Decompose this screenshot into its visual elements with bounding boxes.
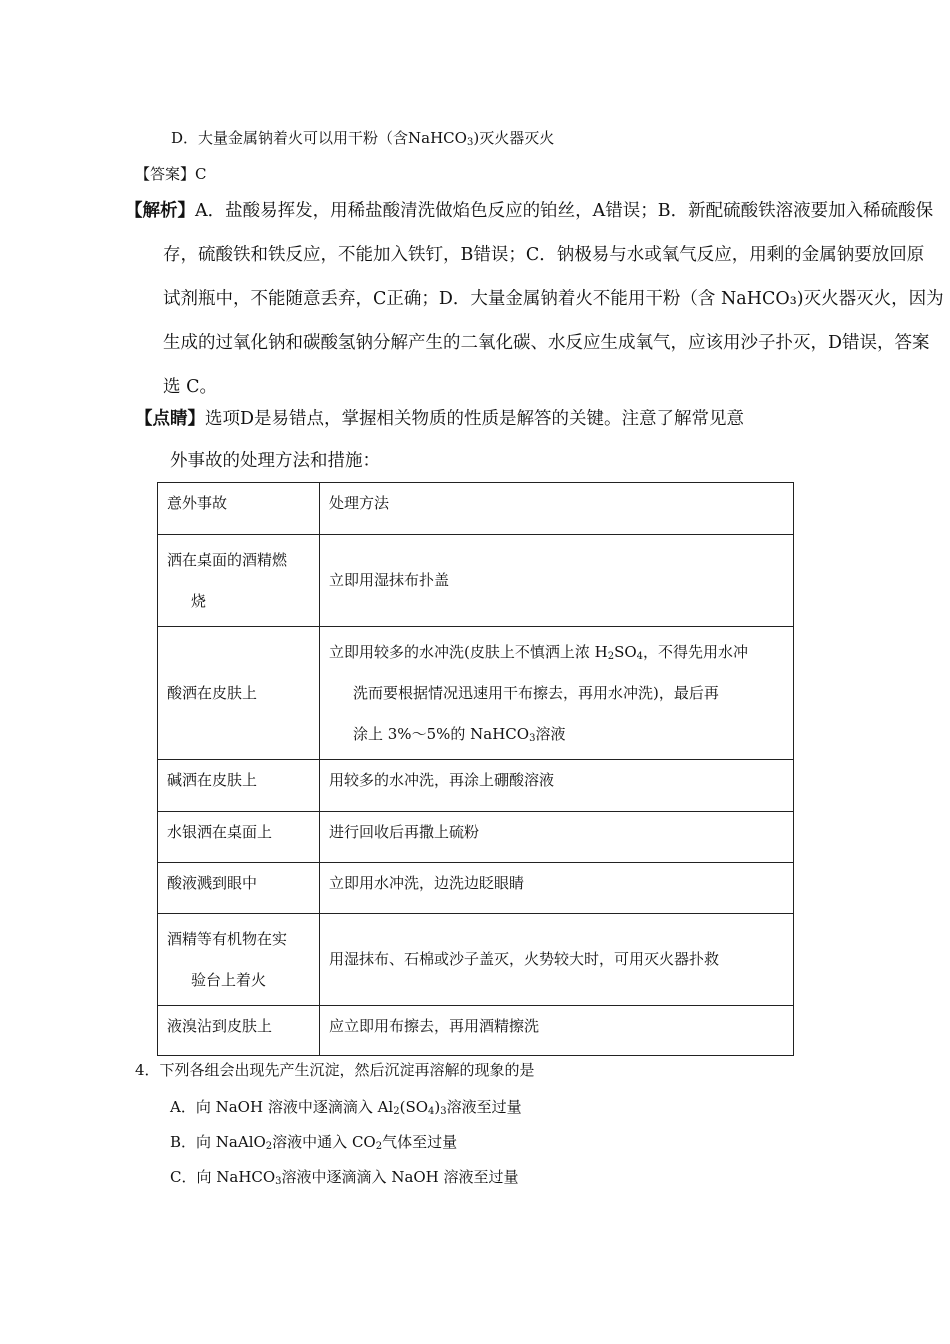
method-cell: 立即用湿抹布扑盖 [320, 535, 794, 627]
analysis-line-4: 生成的过氧化钠和碳酸氢钠分解产生的二氧化碳、水反应生成氧气，应该用沙子扑灭，D错误，答案 [163, 333, 930, 353]
header-accident: 意外事故 [158, 483, 320, 535]
answer-line [135, 163, 207, 184]
question-4-option-c: C．向 NaHCO$_3$溶液中逐滴滴入 NaOH 溶液至过量 [170, 1168, 519, 1187]
table-row [158, 863, 794, 914]
analysis-line-2: 存，硫酸铁和铁反应，不能加入铁钉，B错误；C．钠极易与水或氧气反应，用剩的金属钠要放回原 [163, 245, 925, 265]
method-cell: 用较多的水冲洗，再涂上硼酸溶液 [320, 760, 794, 812]
question-4-stem: 4．下列各组会出现先产生沉淀，然后沉淀再溶解的现象的是 [135, 1061, 535, 1079]
tip-label: 【点睛】 [135, 409, 205, 429]
accident-text-cont: 验台上着火 [191, 970, 267, 989]
analysis-line-3: 试剂瓶中，不能随意丢弃，C正确；D．大量金属钠着火不能用干粉（含 NaHCO₃)灭火器灭火，因为 [163, 289, 944, 309]
accident-cell [158, 535, 320, 627]
tip-line-1 [135, 405, 744, 430]
answer-label: 【答案】 [135, 165, 196, 183]
question-4-option-a: A．向 NaOH 溶液中逐滴滴入 $Al_2(SO_4)_3$溶液至过量 [170, 1098, 522, 1117]
tip-text-1: 选项D是易错点，掌握相关物质的性质是解答的关键。注意了解常见意 [205, 409, 745, 429]
header-method: 处理方法 [320, 483, 794, 535]
question-4-option-b: B．向 NaAlO$_2$溶液中通入 $CO_2$气体至过量 [170, 1133, 458, 1152]
accident-cell: 水银洒在桌面上 [158, 812, 320, 863]
analysis-line-1 [125, 197, 933, 222]
table-row [158, 914, 794, 1006]
option-d-formula: NaHCO [408, 129, 467, 147]
accident-text: 洒在桌面的酒精燃 [167, 550, 288, 569]
option-d-suffix: )灭火器灭火 [473, 129, 555, 147]
method-text-2: 洗而要根据情况迅速用干布擦去，再用水冲洗)，最后再 [353, 683, 719, 702]
method-cell: 用湿抹布、石棉或沙子盖灭，火势较大时，可用灭火器扑救 [320, 914, 794, 1006]
accident-cell: 碱洒在皮肤上 [158, 760, 320, 812]
method-cell: 进行回收后再撒上硫粉 [320, 812, 794, 863]
method-cell: 应立即用布擦去，再用酒精擦洗 [320, 1006, 794, 1056]
method-text-1: 立即用较多的水冲洗(皮肤上不慎洒上浓 $H_2SO_4$，不得先用水冲 [329, 642, 749, 662]
accident-cell: 酸液溅到眼中 [158, 863, 320, 914]
table-row [158, 627, 794, 760]
accident-cell [158, 914, 320, 1006]
table-row [158, 760, 794, 812]
table-header-row [158, 483, 794, 535]
method-cell: 立即用水冲洗，边洗边眨眼睛 [320, 863, 794, 914]
accident-cell: 液溴沾到皮肤上 [158, 1006, 320, 1056]
analysis-text-1: A．盐酸易挥发，用稀盐酸清洗做焰色反应的铂丝，A错误；B．新配硫酸铁溶液要加入稀硫酸保 [195, 201, 934, 221]
analysis-label: 【解析】 [125, 201, 195, 221]
tip-line-2: 外事故的处理方法和措施： [170, 451, 380, 471]
method-text-3: 涂上 3%～5%的 NaHCO$_3$溶液 [353, 724, 566, 744]
accident-text-cont: 烧 [191, 591, 207, 610]
accident-text: 酒精等有机物在实 [167, 929, 288, 948]
analysis-line-5: 选 C。 [163, 377, 217, 397]
method-cell [320, 627, 794, 760]
table-row [158, 1006, 794, 1056]
option-d-subscript: 3 [466, 137, 474, 148]
table-row [158, 535, 794, 627]
answer-value: C [195, 165, 207, 183]
table-row [158, 812, 794, 863]
option-d [171, 127, 554, 148]
accident-table [157, 482, 794, 1056]
accident-cell: 酸洒在皮肤上 [158, 627, 320, 760]
option-d-text: D．大量金属钠着火可以用干粉（含 [171, 129, 409, 147]
